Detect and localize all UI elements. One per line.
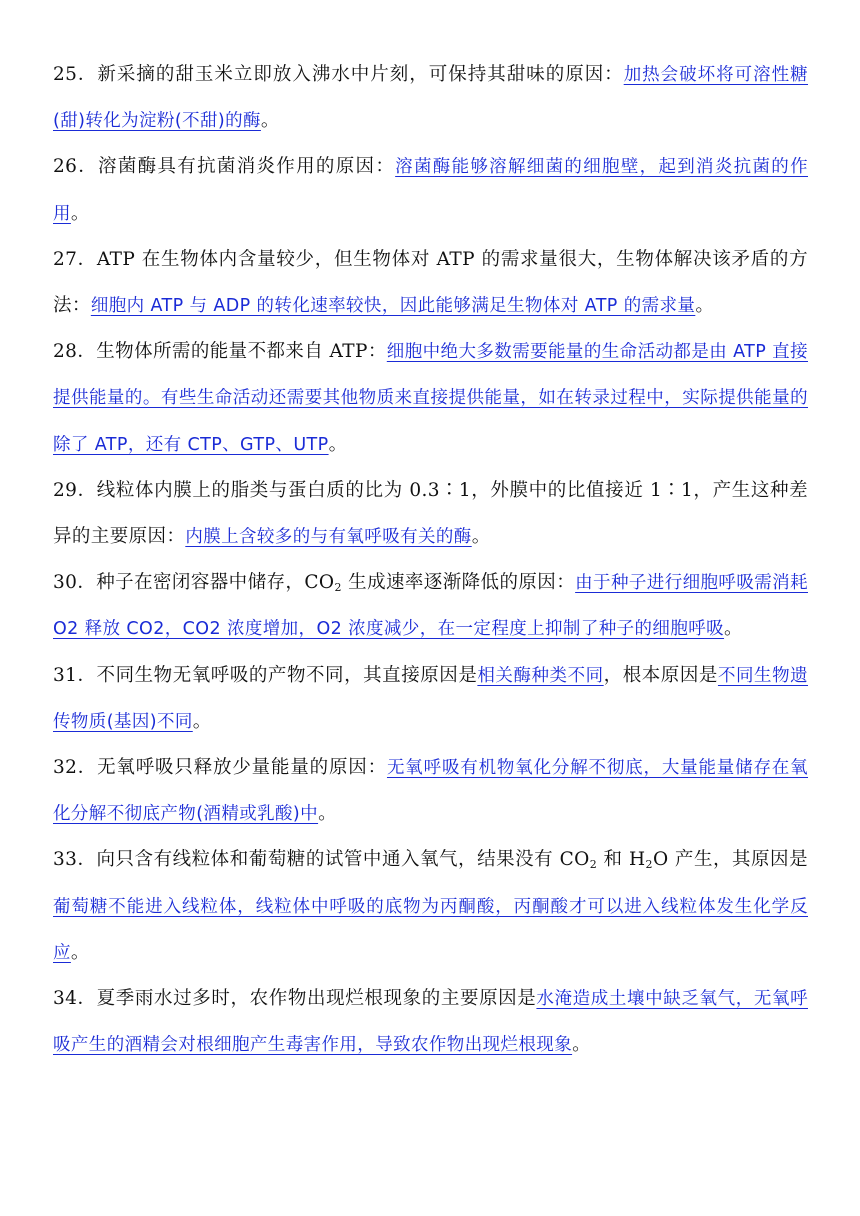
question-28 xyxy=(53,329,808,468)
end-punct: 。 xyxy=(70,202,90,224)
end-punct: 。 xyxy=(192,710,212,732)
answer-text: 加热会破坏将可溶性糖(甜)转化为淀粉(不甜)的酶 xyxy=(53,65,809,132)
question-31 xyxy=(53,653,808,745)
question-25 xyxy=(53,52,808,144)
question-text-pre: 30．种子在密闭容器中储存，CO xyxy=(53,572,335,594)
answer-text-2: 不同生物遗传物质(基因)不同 xyxy=(53,665,809,732)
question-text: 28．生物体所需的能量不都来自 ATP： xyxy=(53,341,387,363)
question-text: 26．溶菌酶具有抗菌消炎作用的原因： xyxy=(53,156,396,178)
question-27 xyxy=(53,237,808,329)
answer-text: 细胞中绝大多数需要能量的生命活动都是由 ATP 直接提供能量的。有些生命活动还需要其他物质来直接提供能量，如在转录过程中，实际提供能量的除了 ATP，还有 CTP、GTP、UTP xyxy=(53,342,808,455)
question-32 xyxy=(53,745,808,837)
end-punct: 。 xyxy=(695,295,715,317)
question-26 xyxy=(53,144,808,236)
question-text: 29．线粒体内膜上的脂类与蛋白质的比为 0.3∶1，外膜中的比值接近 1∶1，产生这种差异的主要原因： xyxy=(53,479,808,548)
end-punct: 。 xyxy=(572,1034,592,1056)
question-34 xyxy=(53,976,808,1068)
question-text-post: 生成速率逐渐降低的原因： xyxy=(341,572,576,594)
end-punct: 。 xyxy=(70,941,90,963)
end-punct: 。 xyxy=(724,618,743,640)
end-punct: 。 xyxy=(328,433,348,455)
end-punct: 。 xyxy=(260,110,280,132)
question-text-pre: 33．向只含有线粒体和葡萄糖的试管中通入氧气，结果没有 CO xyxy=(53,849,590,871)
subscript-2: 2 xyxy=(645,858,653,872)
subscript: 2 xyxy=(334,581,342,595)
answer-text: 葡萄糖不能进入线粒体，线粒体中呼吸的底物为丙酮酸，丙酮酸才可以进入线粒体发生化学反应 xyxy=(53,896,808,963)
question-text: 25．新采摘的甜玉米立即放入沸水中片刻，可保持其甜味的原因： xyxy=(53,64,624,85)
question-text-mid: 和 H xyxy=(597,849,646,871)
question-29 xyxy=(53,468,808,560)
question-30 xyxy=(53,560,808,652)
question-text: 27．ATP 在生物体内含量较少，但生物体对 ATP 的需求量很大，生物体解决该矛盾的方法： xyxy=(53,248,808,317)
question-text-mid: ，根本原因是 xyxy=(603,664,718,686)
subscript: 2 xyxy=(589,858,598,872)
answer-text: 由于种子进行细胞呼吸需消耗 O2 释放 CO2，CO2 浓度增加，O2 浓度减少，在一定程度上抑制了种子的细胞呼吸 xyxy=(53,573,808,640)
question-text: 31．不同生物无氧呼吸的产物不同，其直接原因是 xyxy=(53,664,478,686)
end-punct: 。 xyxy=(318,803,337,825)
question-text: 32．无氧呼吸只释放少量能量的原因： xyxy=(53,757,387,779)
end-punct: 。 xyxy=(471,526,491,548)
question-text-post: O 产生，其原因是 xyxy=(652,849,808,871)
answer-text: 内膜上含较多的与有氧呼吸有关的酶 xyxy=(185,527,472,548)
document-page xyxy=(53,52,808,1068)
answer-text: 溶菌酶能够溶解细菌的细胞壁，起到消炎抗菌的作用 xyxy=(53,157,808,224)
answer-text: 细胞内 ATP 与 ADP 的转化速率较快，因此能够满足生物体对 ATP 的需求量 xyxy=(90,296,696,317)
question-text: 34．夏季雨水过多时，农作物出现烂根现象的主要原因是 xyxy=(53,988,537,1010)
question-33 xyxy=(53,837,808,976)
answer-text: 无氧呼吸有机物氧化分解不彻底，大量能量储存在氧化分解不彻底产物(酒精或乳酸)中 xyxy=(53,758,809,825)
answer-text: 水淹造成土壤中缺乏氧气，无氧呼吸产生的酒精会对根细胞产生毒害作用，导致农作物出现烂根现象 xyxy=(53,989,808,1056)
answer-text: 相关酶种类不同 xyxy=(477,665,604,686)
